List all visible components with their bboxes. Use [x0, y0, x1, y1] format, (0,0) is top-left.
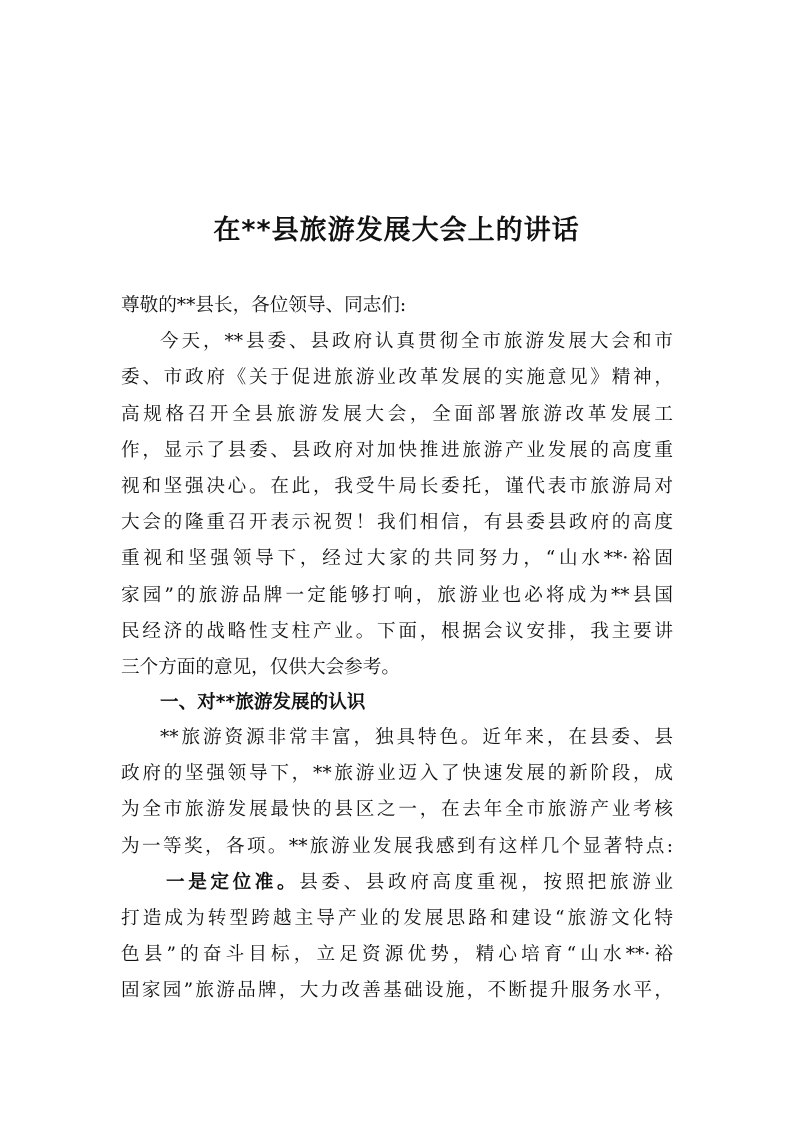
paragraph-line: 作，显示了县委、县政府对加快推进旅游产业发展的高度重	[121, 439, 673, 461]
paragraph-line: 委、市政府《关于促进旅游业改革发展的实施意见》精神，	[121, 367, 673, 389]
salutation: 尊敬的**县长，各位领导、同志们:	[121, 295, 407, 316]
document-title: 在**县旅游发展大会上的讲话	[213, 215, 580, 246]
paragraph-line: 视和坚强决心。在此，我受牛局长委托，谨代表市旅游局对	[121, 475, 673, 497]
section-heading: 一、对**旅游发展的认识	[160, 692, 366, 714]
paragraph-line: 今天，**县委、县政府认真贯彻全市旅游发展大会和市	[160, 331, 673, 353]
paragraph-line	[121, 865, 673, 901]
paragraph-line: 重视和坚强领导下，经过大家的共同努力，“山水**·裕固	[121, 548, 673, 570]
paragraph-line: 大会的隆重召开表示祝贺！我们相信，有县委县政府的高度	[121, 512, 673, 534]
paragraph-line: 为全市旅游发展最快的县区之一，在去年全市旅游产业考核	[121, 799, 673, 821]
paragraph-line: 政府的坚强领导下，**旅游业迈入了快速发展的新阶段，成	[121, 763, 673, 785]
paragraph-line: **旅游资源非常丰富，独具特色。近年来，在县委、县	[160, 727, 673, 749]
paragraph-line: 家园”的旅游品牌一定能够打响，旅游业也必将成为**县国	[121, 584, 673, 606]
paragraph-line: 高规格召开全县旅游发展大会，全面部署旅游改革发展工	[121, 403, 673, 425]
point-text: 县委、县政府高度重视，按照把旅游业	[299, 871, 673, 893]
paragraph-line: 民经济的战略性支柱产业。下面，根据会议安排，我主要讲	[121, 620, 673, 642]
paragraph-line: 固家园”旅游品牌，大力改善基础设施，不断提升服务水平，	[121, 980, 673, 1002]
paragraph-line: 三个方面的意见，仅供大会参考。	[121, 656, 400, 678]
paragraph-line: 为一等奖，各项。**旅游业发展我感到有这样几个显著特点:	[121, 835, 673, 857]
paragraph-line: 打造成为转型跨越主导产业的发展思路和建设“旅游文化特	[121, 908, 673, 929]
paragraph-line: 色县”的奋斗目标，立足资源优势，精心培育“山水**·裕	[121, 944, 673, 966]
document-body	[121, 288, 673, 1010]
point-lead: 一是定位准。	[166, 871, 300, 893]
